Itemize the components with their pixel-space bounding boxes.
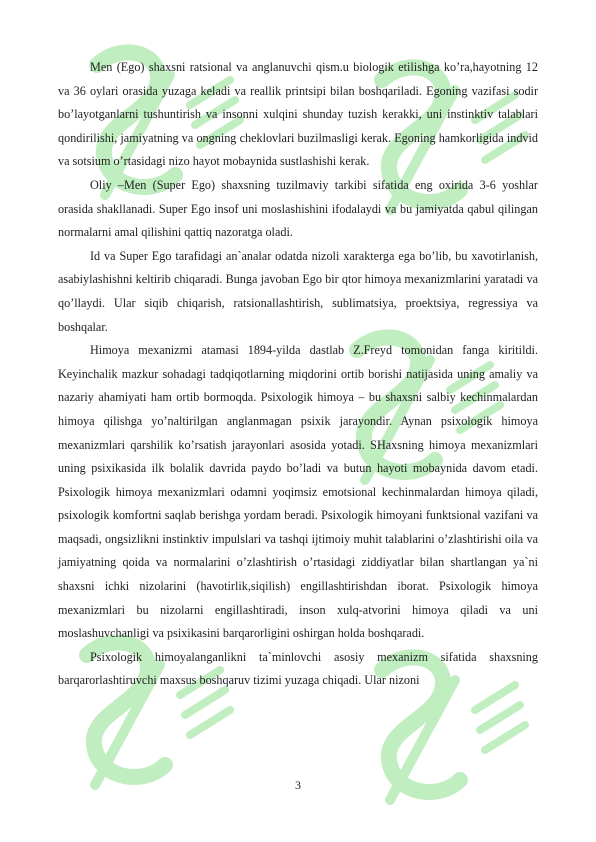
paragraph-3: Id va Super Ego tarafidagi an`analar odatda nizoli xarakterga ega bo’lib, bu xavotirlanish, asabiylashishni keltirib chiqaradi. Bunga javoban Ego bir qtor himoya mexanizmlarini yaratadi va qo’llaydi. Ular siqib chiqarish, ratsionallashtirish, sublimatsiya, proektsiya, regressiya va boshqalar. xyxy=(58,248,538,334)
paragraph-5: Psixologik himoyalanganlikni ta`minlovchi asosiy mexanizm sifatida shaxsning barqarorlashtiruvchi maxsus boshqaruv tizimi yuzaga chiqadi. Ular nizoni xyxy=(58,649,538,688)
page-number: 3 xyxy=(295,778,301,792)
paragraph-4: Himoya mexanizmi atamasi 1894-yilda dastlab Z.Freyd tomonidan fanga kiritildi. Keyinchalik mazkur sohadagi tadqiqotlarning miqdorini ortib borishi natijasida uning amaliy va nazariy ahamiyati ham ortib bormoqda. Psixologik himoya – bu shaxsni salbiy kechinmalardan himoya qilishga yo’naltirilgan anglanmagan psixik jarayondir. Aynan psixologik himoya mexanizmlari qarshilik ko’rsatish jarayonlari asosida yotadi. SHaxsning himoya mexanizmlari uning psixikasida ilk bolalik davrida paydo bo’ladi va butun hayoti mobaynida davom etadi. Psixologik himoya mexanizmlari odamni yoqimsiz emotsional kechinmalardan himoya qiladi, psixologik komfortni saqlab berishga yordam beradi. Psixologik himoyani funktsional vazifani va maqsadi, ongsizlikni instinktiv impulslari va tashqi ijtimoiy muhit talablarini o’zlashtirishi oila va jamiyatning qoida va normalarini o’zlashtirish o’rtasidagi ziddiyatlar bilan shartlangan ya`ni shaxsni ichki nizolarini (havotirlik,siqilish) engillashtirishdan iborat. Psixologik himoya mexanizmlari bu nizolarni engillashtiradi, inson xulq-atvorini himoya qiladi va uni moslashuvchanligi va psixikasini barqarorligini oshirgan holda boshqaradi. xyxy=(58,343,538,641)
body-text xyxy=(58,56,538,693)
paragraph-1: Men (Ego) shaxsni ratsional va anglanuvchi qism.u biologik etilishga ko’ra,hayotning 12 va 36 oylari orasida yuzaga keladi va reallik printsipi bilan boshqariladi. Egoning vazifasi sodir bo’layotganlarni tushuntirish va insonni xulqini shunday tuzish kerakki, uni instinktiv talablari qondirilishi, jamiyatning va ongning cheklovlari buzilmasligi kerak. Egoning hamkorligida indvid va sotsium o’rtasidagi nizo hayot mobaynida sustlashishi kerak. xyxy=(58,60,538,169)
paragraph-2: Oliy –Men (Super Ego) shaxsning tuzilmaviy tarkibi sifatida eng oxirida 3-6 yoshlar orasida shakllanadi. Super Ego insof uni moslashishini ifodalaydi va bu jamiyatda qabul qilingan normalarni amal qilishini qattiq nazoratga oladi. xyxy=(58,177,538,240)
